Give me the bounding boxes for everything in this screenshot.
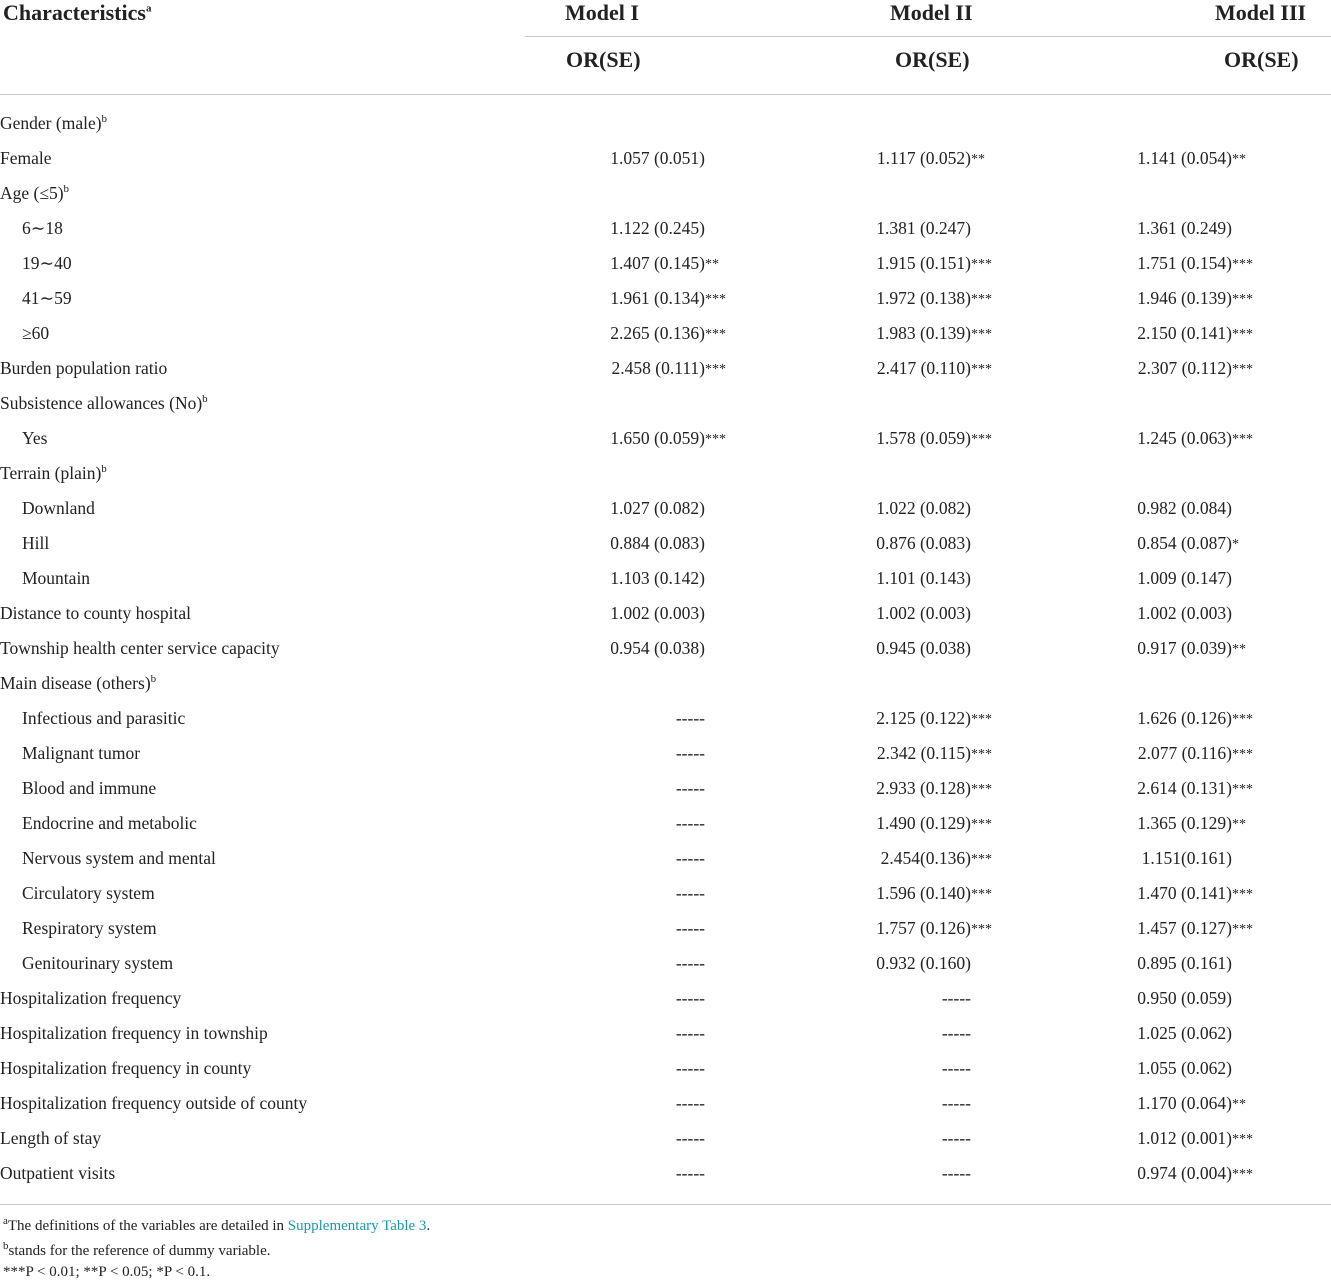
table-row (0, 631, 1331, 666)
cell-model-3: 1.245 (0.063) (1137, 428, 1232, 448)
row-label: Female (0, 148, 52, 168)
row-label: 41∼59 (22, 288, 72, 308)
cell-model-1: ----- (675, 1128, 705, 1148)
significance-stars: * (1232, 537, 1239, 552)
significance-stars: *** (1232, 747, 1253, 762)
cell-model-2: 1.596 (0.140) (876, 883, 971, 903)
cell-model-2: 2.342 (0.115) (876, 743, 971, 763)
regression-table (0, 106, 1331, 1191)
cell-model-1: ----- (675, 883, 705, 903)
header-stat-3: OR(SE) (1224, 47, 1299, 72)
table-row (0, 386, 1331, 421)
row-label: Main disease (others)$^b$ (0, 673, 157, 693)
table-row (0, 876, 1331, 911)
cell-model-2: ----- (941, 1128, 971, 1148)
row-label: Blood and immune (22, 778, 157, 798)
cell-model-2 (804, 666, 971, 701)
cell-model-2: 2.125 (0.122) (876, 708, 971, 728)
table-row (0, 1086, 1331, 1121)
cell-model-1: ----- (675, 988, 705, 1008)
cell-model-3: 0.950 (0.059) (1137, 988, 1232, 1008)
cell-model-2: 1.117 (0.052) (876, 148, 971, 168)
cell-model-1: 2.265 (0.136) (610, 323, 705, 343)
cell-model-2 (804, 386, 971, 421)
cell-model-2: 2.933 (0.128) (876, 778, 971, 798)
cell-model-2: 1.578 (0.059) (876, 428, 971, 448)
cell-model-1: 1.027 (0.082) (610, 498, 705, 518)
table-row (0, 946, 1331, 981)
row-label: Endocrine and metabolic (22, 813, 197, 833)
significance-stars: *** (1232, 1167, 1253, 1182)
cell-model-1: ----- (675, 1093, 705, 1113)
table-row (0, 1121, 1331, 1156)
cell-model-1: 1.103 (0.142) (610, 568, 705, 588)
cell-model-3: 1.025 (0.062) (1137, 1023, 1232, 1043)
cell-model-2: ----- (941, 1023, 971, 1043)
row-label: Hospitalization frequency in county (0, 1058, 252, 1078)
row-label: Downland (22, 498, 95, 518)
cell-model-2: 1.983 (0.139) (876, 323, 971, 343)
significance-stars: *** (971, 747, 992, 762)
significance-stars: *** (1232, 292, 1253, 307)
significance-stars: *** (971, 292, 992, 307)
row-label: Mountain (22, 568, 91, 588)
header-model-2: Model II (890, 0, 973, 25)
cell-model-1: 0.954 (0.038) (610, 638, 705, 658)
significance-stars: ** (1232, 642, 1246, 657)
cell-model-2: 1.757 (0.126) (876, 918, 971, 938)
cell-model-2: ----- (941, 1163, 971, 1183)
footnote-a: $^a$The definitions of the variables are detailed in Supplementary Table 3. (3, 1215, 431, 1234)
row-label: Length of stay (0, 1128, 102, 1148)
table-row (0, 596, 1331, 631)
table-row (0, 141, 1331, 176)
cell-model-3: 1.141 (0.054) (1137, 148, 1232, 168)
cell-model-3: 0.854 (0.087) (1137, 533, 1232, 553)
significance-stars: *** (971, 327, 992, 342)
cell-model-2 (804, 456, 971, 491)
row-label: Subsistence allowances $(No)^b$ (0, 393, 208, 413)
cell-model-2: 1.002 (0.003) (876, 603, 971, 623)
row-label: ≥60 (22, 323, 50, 343)
significance-stars: ** (1232, 152, 1246, 167)
cell-model-2: 2.417 (0.110) (876, 358, 971, 378)
cell-model-1: ----- (675, 743, 705, 763)
row-label: Outpatient visits (0, 1163, 116, 1183)
table-row (0, 211, 1331, 246)
cell-model-2: 1.101 (0.143) (876, 568, 971, 588)
header-stat-1: OR(SE) (566, 47, 641, 72)
cell-model-2: 0.932 (0.160) (876, 953, 971, 973)
cell-model-3 (1070, 106, 1232, 141)
table-row (0, 106, 1331, 141)
row-label: Age (≤5)$^b$ (0, 183, 70, 203)
table-row (0, 981, 1331, 1016)
cell-model-3: 1.751 (0.154) (1137, 253, 1232, 273)
significance-stars: *** (971, 712, 992, 727)
table-row (0, 736, 1331, 771)
table-row (0, 1156, 1331, 1191)
cell-model-3 (1070, 456, 1232, 491)
significance-stars: *** (971, 852, 992, 867)
header-rule (0, 94, 1331, 95)
cell-model-3: 0.974 (0.004) (1137, 1163, 1232, 1183)
row-label: Gender (male)$^b$ (0, 113, 108, 133)
cell-model-3: 1.626 (0.126) (1137, 708, 1232, 728)
significance-stars: *** (971, 817, 992, 832)
cell-model-2: ----- (941, 988, 971, 1008)
table-row (0, 1051, 1331, 1086)
row-label: Malignant tumor (22, 743, 141, 763)
cell-model-1 (542, 106, 705, 141)
cell-model-3: 1.365 (0.129) (1137, 813, 1232, 833)
row-label: Hospitalization frequency in township (0, 1023, 268, 1043)
row-label: Distance to county hospital (0, 603, 192, 623)
row-label: Yes (22, 428, 48, 448)
table-body (0, 106, 1331, 1191)
cell-model-3: 2.307 (0.112) (1137, 358, 1232, 378)
significance-stars: *** (705, 432, 726, 447)
cell-model-2: ----- (941, 1058, 971, 1078)
row-label: Terrain (plain)$^b$ (0, 463, 107, 483)
cell-model-1: ----- (675, 778, 705, 798)
cell-model-2 (804, 106, 971, 141)
row-label: Hospitalization frequency outside of county (0, 1093, 308, 1113)
table-row (0, 911, 1331, 946)
footnote-b: $^b$stands for the reference of dummy variable. (3, 1240, 271, 1259)
significance-stars: *** (1232, 887, 1253, 902)
significance-stars: *** (971, 922, 992, 937)
cell-model-3: 1.470 (0.141) (1137, 883, 1232, 903)
cell-model-1 (542, 666, 705, 701)
significance-stars: ** (1232, 817, 1246, 832)
significance-stars: *** (1232, 432, 1253, 447)
table-row (0, 281, 1331, 316)
header-model-1: Model I (565, 0, 639, 25)
cell-model-3: 2.614 (0.131) (1137, 778, 1232, 798)
cell-model-2: 2.454(0.136) (880, 848, 971, 868)
row-label: Hill (22, 533, 50, 553)
cell-model-2: 1.490 (0.129) (876, 813, 971, 833)
table-row (0, 771, 1331, 806)
cell-model-1: ----- (675, 918, 705, 938)
header-model-3: Model III (1215, 0, 1307, 25)
cell-model-3: 1.009 (0.147) (1137, 568, 1232, 588)
significance-stars: *** (1232, 1132, 1253, 1147)
cell-model-3: 1.170 (0.064) (1137, 1093, 1232, 1113)
cell-model-2: 1.381 (0.247) (876, 218, 971, 238)
cell-model-1: ----- (675, 953, 705, 973)
table-row (0, 841, 1331, 876)
row-label: 19∼40 (22, 253, 72, 273)
significance-stars: *** (705, 292, 726, 307)
cell-model-1: ----- (675, 708, 705, 728)
cell-model-3: 0.982 (0.084) (1137, 498, 1232, 518)
row-label: Nervous system and mental (22, 848, 216, 868)
cell-model-2: ----- (941, 1093, 971, 1113)
significance-stars: *** (971, 432, 992, 447)
significance-stars: *** (971, 782, 992, 797)
cell-model-2 (804, 176, 971, 211)
significance-stars: *** (705, 327, 726, 342)
cell-model-1 (542, 176, 705, 211)
table-row (0, 526, 1331, 561)
significance-stars: *** (971, 257, 992, 272)
cell-model-1: 1.122 (0.245) (610, 218, 705, 238)
cell-model-1: ----- (675, 848, 705, 868)
cell-model-2: 1.915 (0.151) (876, 253, 971, 273)
table-row (0, 246, 1331, 281)
supplementary-table-link[interactable]: Supplementary Table 3 (287, 1218, 427, 1234)
cell-model-3: 0.895 (0.161) (1137, 953, 1232, 973)
table-row (0, 666, 1331, 701)
table-row (0, 561, 1331, 596)
cell-model-2: 0.945 (0.038) (876, 638, 971, 658)
cell-model-1 (542, 386, 705, 421)
table-row (0, 491, 1331, 526)
significance-stars: *** (971, 887, 992, 902)
table-row (0, 1016, 1331, 1051)
row-label: Genitourinary system (22, 953, 174, 973)
cell-model-1: 1.961 (0.134) (610, 288, 705, 308)
significance-stars: *** (1232, 327, 1253, 342)
row-label: Hospitalization frequency (0, 988, 182, 1008)
significance-stars: *** (1232, 712, 1253, 727)
cell-model-1: 1.057 (0.051) (610, 148, 705, 168)
significance-stars: ** (971, 152, 985, 167)
significance-stars: *** (705, 362, 726, 377)
cell-model-1: ----- (675, 1058, 705, 1078)
cell-model-3: 2.150 (0.141) (1137, 323, 1232, 343)
significance-stars: *** (1232, 257, 1253, 272)
cell-model-3: 1.946 (0.139) (1137, 288, 1232, 308)
significance-stars: *** (1232, 922, 1253, 937)
cell-model-1: ----- (675, 1023, 705, 1043)
table-row (0, 316, 1331, 351)
significance-stars: *** (1232, 362, 1253, 377)
significance-stars: *** (971, 362, 992, 377)
row-label: Circulatory system (22, 883, 155, 903)
cell-model-3 (1070, 386, 1232, 421)
cell-model-1: ----- (675, 1163, 705, 1183)
cell-model-2: 0.876 (0.083) (876, 533, 971, 553)
cell-model-3: 1.361 (0.249) (1137, 218, 1232, 238)
cell-model-1: 2.458 (0.111) (611, 358, 705, 378)
significance-stars: ** (1232, 1097, 1246, 1112)
table-row (0, 351, 1331, 386)
row-label: 6∼18 (22, 218, 63, 238)
header-subrule (525, 36, 1331, 37)
footnote-p-values: ***P < 0.01; **P < 0.05; *P < 0.1. (3, 1264, 211, 1280)
row-label: Burden population ratio (0, 358, 168, 378)
table-row (0, 701, 1331, 736)
cell-model-1: 0.884 (0.083) (610, 533, 705, 553)
cell-model-3: 1.002 (0.003) (1137, 603, 1232, 623)
table-row (0, 806, 1331, 841)
footer-rule (0, 1204, 1331, 1205)
table-row (0, 421, 1331, 456)
cell-model-3: 1.012 (0.001) (1137, 1128, 1232, 1148)
cell-model-3: 0.917 (0.039) (1137, 638, 1232, 658)
row-label: Township health center service capacity (0, 638, 280, 658)
table-row (0, 456, 1331, 491)
cell-model-3 (1070, 666, 1232, 701)
cell-model-3: 1.457 (0.127) (1137, 918, 1232, 938)
row-label: Respiratory system (22, 918, 157, 938)
header-characteristics: Characteristics$^a$ (3, 0, 152, 25)
cell-model-3: 2.077 (0.116) (1137, 743, 1232, 763)
cell-model-1 (542, 456, 705, 491)
row-label: Infectious and parasitic (22, 708, 186, 728)
cell-model-1: 1.407 (0.145) (610, 253, 705, 273)
cell-model-1: 1.650 (0.059) (610, 428, 705, 448)
significance-stars: *** (1232, 782, 1253, 797)
cell-model-2: 1.972 (0.138) (876, 288, 971, 308)
cell-model-2: 1.022 (0.082) (876, 498, 971, 518)
cell-model-3 (1070, 176, 1232, 211)
header-stat-2: OR(SE) (895, 47, 970, 72)
cell-model-3: 1.151(0.161) (1141, 848, 1232, 868)
cell-model-1: 1.002 (0.003) (610, 603, 705, 623)
table-row (0, 176, 1331, 211)
cell-model-3: 1.055 (0.062) (1137, 1058, 1232, 1078)
cell-model-1: ----- (675, 813, 705, 833)
significance-stars: ** (705, 257, 719, 272)
